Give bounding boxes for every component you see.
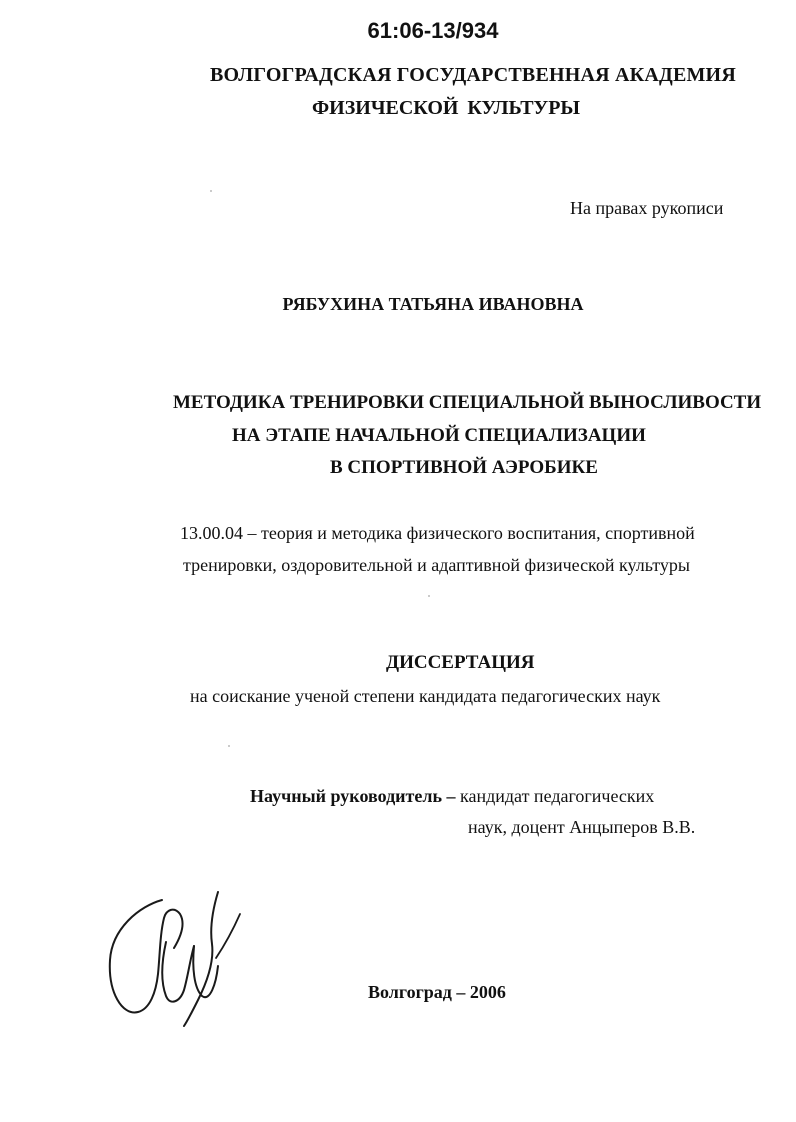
archive-code: 61:06-13/934 — [367, 18, 499, 43]
document-type-subtitle: на соискание ученой степени кандидата педагогических наук — [190, 686, 661, 706]
specialty-line-2: тренировки, оздоровительной и адаптивной физической культуры — [183, 555, 690, 575]
place-and-year: Волгоград – 2006 — [368, 982, 506, 1002]
rights-note: На правах рукописи — [570, 198, 724, 218]
specialty-line-1: 13.00.04 – теория и методика физического воспитания, спортивной — [180, 523, 695, 543]
handwritten-signature — [100, 888, 260, 1028]
supervisor-line-2: наук, доцент Анцыперов В.В. — [468, 817, 696, 837]
supervisor-degree: кандидат педагогических — [455, 786, 655, 806]
scan-speck — [210, 190, 212, 192]
scan-speck — [228, 745, 230, 747]
supervisor-line-1 — [250, 786, 654, 807]
title-line-3: В СПОРТИВНОЙ АЭРОБИКЕ — [330, 457, 598, 478]
title-line-2: НА ЭТАПЕ НАЧАЛЬНОЙ СПЕЦИАЛИЗАЦИИ — [232, 425, 646, 446]
institution-line-2: ФИЗИЧЕСКОЙ КУЛЬТУРЫ — [312, 97, 581, 119]
supervisor-label: Научный руководитель – — [250, 786, 456, 806]
institution-line-1: ВОЛГОГРАДСКАЯ ГОСУДАРСТВЕННАЯ АКАДЕМИЯ — [210, 64, 736, 86]
scan-speck — [428, 595, 430, 597]
author-name: РЯБУХИНА ТАТЬЯНА ИВАНОВНА — [282, 294, 584, 314]
title-line-1: МЕТОДИКА ТРЕНИРОВКИ СПЕЦИАЛЬНОЙ ВЫНОСЛИВОСТИ — [173, 392, 762, 413]
document-type-heading: ДИССЕРТАЦИЯ — [386, 652, 535, 673]
